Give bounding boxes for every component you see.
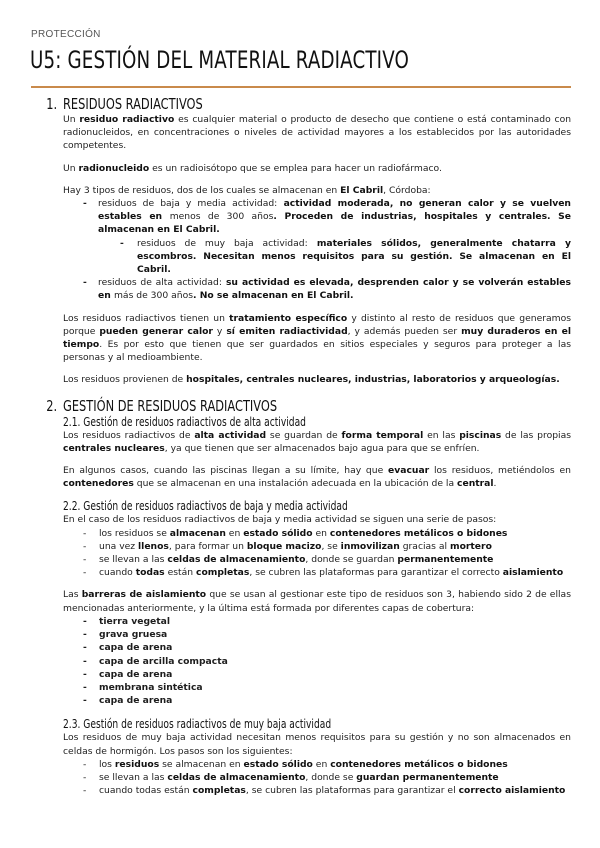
subsection-heading: 2.1. Gestión de residuos radiactivos de alta actividad bbox=[63, 414, 306, 429]
subsection-heading: 2.3. Gestión de residuos radiactivos de muy baja actividad bbox=[63, 717, 332, 732]
paragraph: Los residuos radiactivos tienen un tratamiento específico y distinto al resto de residuos que generamos porque pueden generar calor y sí emiten radiactividad, y además pueden ser muy duraderos en el tiempo. Es por esto que tienen que ser guardados en sitios especiales y seguros para proteger a las personas y al medioambiente. bbox=[63, 312, 571, 364]
list-item: - residuos de baja y media actividad: actividad moderada, no generan calor y se vuelven estables en menos de 300 años. Proceden de industrias, hospitales y centrales. Se almacenan en El Cabril. bbox=[63, 197, 571, 237]
list-item: - capa de arena bbox=[63, 694, 571, 707]
section-1-heading: 1. RESIDUOS RADIACTIVOS bbox=[46, 95, 203, 113]
list-item: - capa de arcilla compacta bbox=[63, 655, 571, 668]
list-item: - los residuos se almacenan en estado sólido en contenedores metálicos o bidones bbox=[63, 527, 571, 540]
paragraph: Los residuos de muy baja actividad necesitan menos requisitos para su gestión y no son almacenados en celdas de hormigón. Los pasos son los siguientes: bbox=[63, 732, 571, 757]
list-item: - membrana sintética bbox=[63, 681, 571, 694]
paragraph: Los residuos provienen de hospitales, centrales nucleares, industrias, laboratorios y arqueologías. bbox=[63, 374, 560, 386]
list-item: - tierra vegetal bbox=[63, 615, 571, 628]
list-item: - cuando todas están completas, se cubren las plataformas para garantizar el correcto aislamiento bbox=[63, 784, 571, 797]
document-body bbox=[46, 95, 572, 797]
list-item: - residuos de muy baja actividad: materiales sólidos, generalmente chatarra y escombros. Necesitan menos requisitos para su gestión. Se almacenan en El Cabril. bbox=[63, 237, 571, 277]
list-item: - cuando todas están completas, se cubren las plataformas para garantizar el correcto aislamiento bbox=[63, 566, 571, 579]
list-item: - se llevan a las celdas de almacenamiento, donde se guardan permanentemente bbox=[63, 771, 571, 784]
paragraph: En el caso de los residuos radiactivos de baja y media actividad se siguen una serie de pasos: bbox=[63, 514, 497, 526]
list-item: - residuos de alta actividad: su actividad es elevada, desprenden calor y se volverán estables en más de 300 años. No se almacenan en El Cabril. bbox=[63, 276, 571, 302]
paragraph: Hay 3 tipos de residuos, dos de los cuales se almacenan en El Cabril, Córdoba: bbox=[63, 184, 431, 196]
list-item: - una vez llenos, para formar un bloque macizo, se inmovilizan gracias al mortero bbox=[63, 540, 571, 553]
section-2-heading: 2. GESTIÓN DE RESIDUOS RADIACTIVOS bbox=[46, 396, 278, 415]
list-item: - se llevan a las celdas de almacenamiento, donde se guardan permanentemente bbox=[63, 553, 571, 566]
section-2-number: 2. bbox=[46, 396, 58, 415]
list-item: - grava gruesa bbox=[63, 628, 571, 641]
subsection-heading: 2.2. Gestión de residuos radiactivos de baja y media actividad bbox=[63, 499, 348, 514]
section-1-number: 1. bbox=[46, 95, 58, 113]
paragraph: Un residuo radiactivo es cualquier material o producto de desecho que contiene o está contaminado con radionucleidos, en concentraciones o niveles de actividad mayores a los establecidos por las autoridades competentes. bbox=[63, 114, 572, 152]
list-item: - capa de arena bbox=[63, 641, 571, 654]
waste-types-list bbox=[63, 197, 571, 303]
subject-label: PROTECCIÓN bbox=[31, 29, 101, 40]
list-item: - capa de arena bbox=[63, 668, 571, 681]
page-title: U5: GESTIÓN DEL MATERIAL RADIACTIVO bbox=[30, 46, 410, 74]
steps-list bbox=[63, 527, 571, 580]
paragraph: Las barreras de aislamiento que se usan al gestionar este tipo de residuos son 3, habiendo sido 2 de ellas mencionadas anteriormente, y la última está formada por diferentes capas de cobertura: bbox=[63, 589, 571, 614]
steps-list bbox=[63, 758, 571, 798]
title-underline bbox=[31, 86, 571, 88]
paragraph: Los residuos radiactivos de alta actividad se guardan de forma temporal en las piscinas de las propias centrales nucleares, ya que tienen que ser almacenados bajo agua para que se enfríen. bbox=[63, 429, 572, 454]
list-item: - los residuos se almacenan en estado sólido en contenedores metálicos o bidones bbox=[63, 758, 571, 771]
cover-layers-list bbox=[63, 615, 571, 707]
paragraph: Un radionucleido es un radioisótopo que se emplea para hacer un radiofármaco. bbox=[63, 162, 442, 174]
paragraph: En algunos casos, cuando las piscinas llegan a su límite, hay que evacuar los residuos, metiéndolos en contenedores que se almacenan en una instalación adecuada en la ubicación de la central. bbox=[63, 465, 571, 490]
